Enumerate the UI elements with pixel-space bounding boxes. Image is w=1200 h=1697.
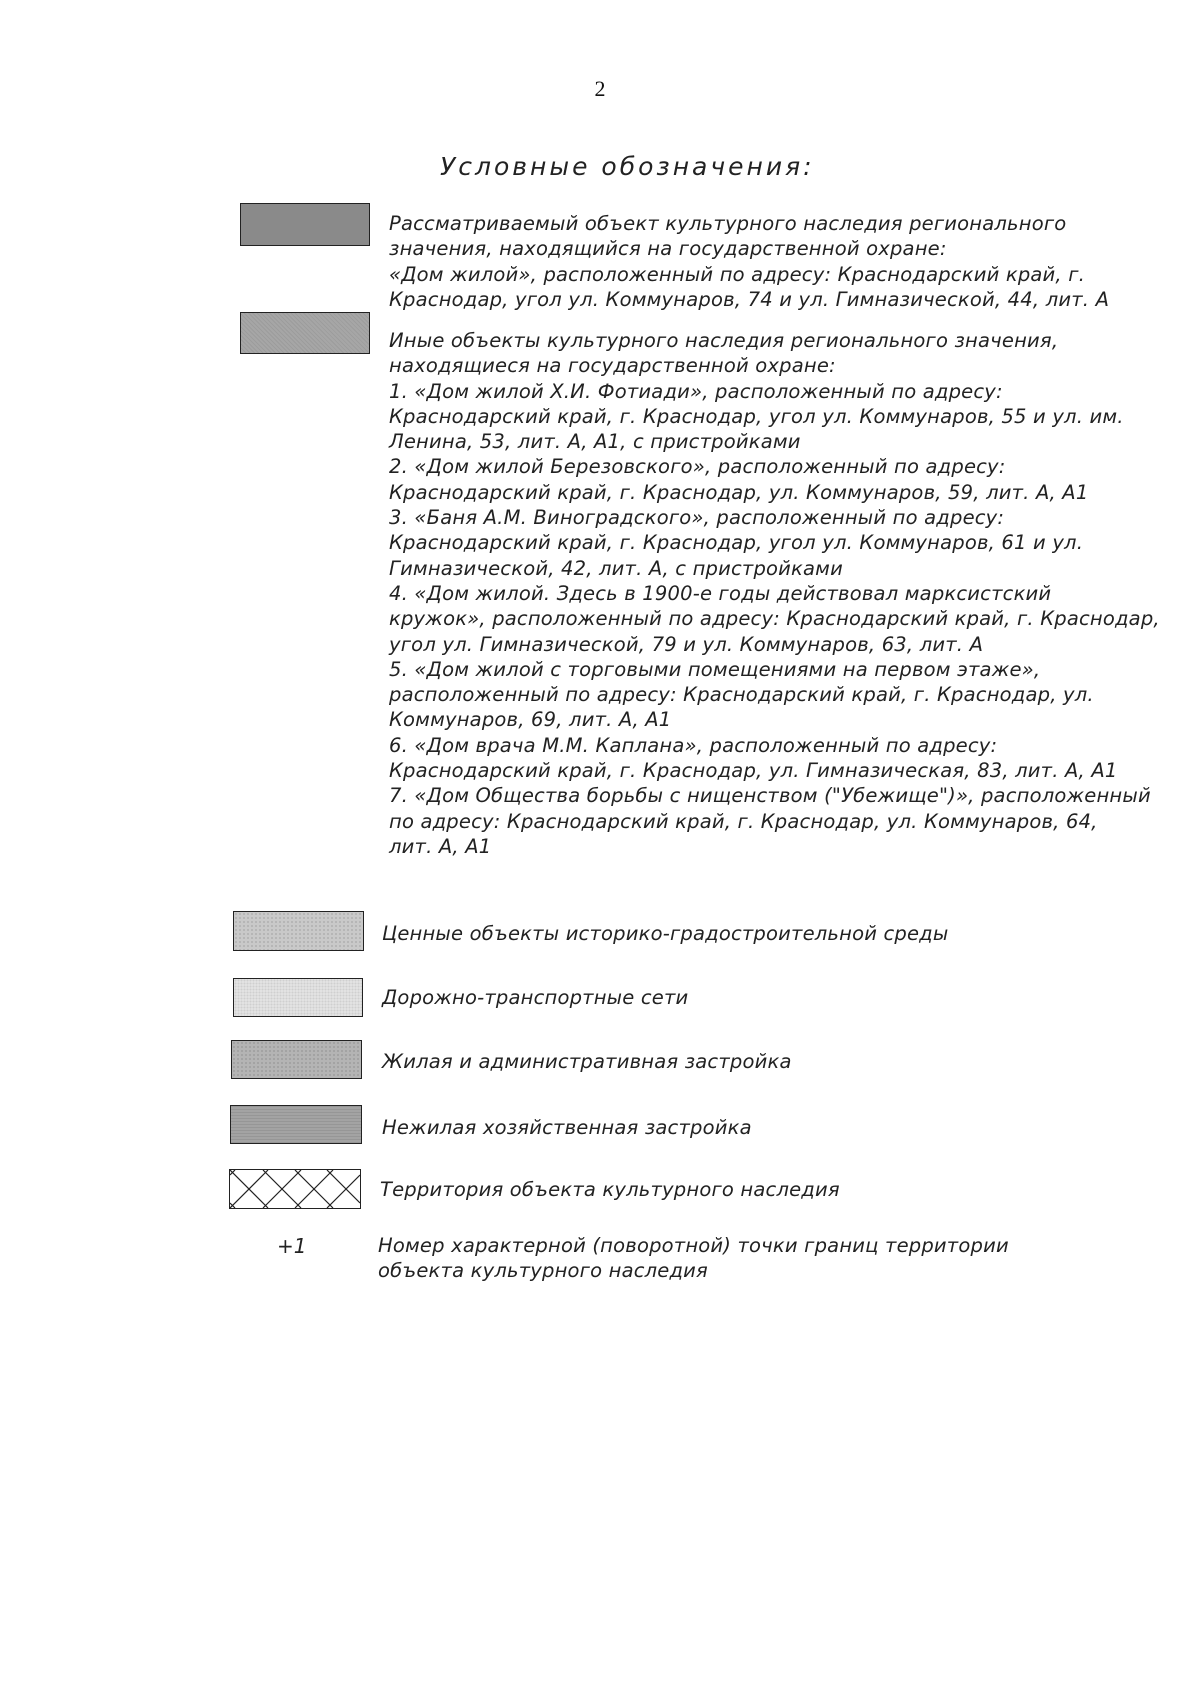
swatch-residential bbox=[231, 1040, 362, 1079]
legend-text-turning-point bbox=[378, 1233, 1009, 1284]
legend-line: расположенный по адресу: Краснодарский край, г. Краснодар, ул. bbox=[389, 683, 1094, 707]
swatch-other-objects bbox=[240, 312, 370, 354]
legend-line: Краснодарский край, г. Краснодар, угол ул. Коммунаров, 61 и ул. bbox=[389, 531, 1084, 555]
legend-line: Иные объекты культурного наследия регионального значения, bbox=[389, 329, 1059, 352]
legend-line: Коммунаров, 69, лит. А, А1 bbox=[389, 708, 672, 732]
legend-line: 5. «Дом жилой с торговыми помещениями на первом этаже», bbox=[389, 657, 1041, 681]
crosshatch-pattern bbox=[230, 1170, 360, 1208]
page-number: 2 bbox=[594, 76, 606, 101]
legend-line: по адресу: Краснодарский край, г. Краснодар, ул. Коммунаров, 64, bbox=[389, 809, 1098, 833]
swatch-road-network bbox=[233, 978, 363, 1017]
legend-line: 4. «Дом жилой. Здесь в 1900-е годы действовал марксистский bbox=[389, 581, 1052, 605]
legend-line: Гимназической, 42, лит. А, с пристройками bbox=[389, 556, 843, 580]
legend-line: лит. А, А1 bbox=[389, 834, 492, 858]
legend-line: 2. «Дом жилой Березовского», расположенный по адресу: bbox=[389, 455, 1006, 479]
swatch-non-residential bbox=[230, 1105, 362, 1144]
legend-line: «Дом жилой», расположенный по адресу: Краснодарский край, г. bbox=[389, 262, 1086, 286]
legend-line: объекта культурного наследия bbox=[378, 1259, 708, 1283]
legend-line: Краснодарский край, г. Краснодар, угол ул. Коммунаров, 55 и ул. им. bbox=[389, 404, 1124, 428]
legend-line: Рассматриваемый объект культурного наследия регионального bbox=[389, 212, 1067, 235]
legend-line: Краснодарский край, г. Краснодар, ул. Гимназическая, 83, лит. А, А1 bbox=[389, 759, 1118, 783]
legend-line: 7. «Дом Общества борьбы с нищенством ("Убежище")», расположенный bbox=[389, 784, 1151, 808]
legend-line: находящиеся на государственной охране: bbox=[389, 354, 836, 378]
legend-line: Краснодарский край, г. Краснодар, ул. Коммунаров, 59, лит. А, А1 bbox=[389, 480, 1089, 504]
swatch-territory bbox=[229, 1169, 361, 1209]
legend-text-main-object bbox=[389, 211, 1109, 312]
legend-line: кружок», расположенный по адресу: Краснодарский край, г. Краснодар, bbox=[389, 607, 1160, 631]
legend-text-non-residential: Нежилая хозяйственная застройка bbox=[382, 1116, 752, 1139]
legend-line: Краснодар, угол ул. Коммунаров, 74 и ул. Гимназической, 44, лит. А bbox=[389, 287, 1110, 311]
swatch-valuable-objects bbox=[233, 911, 364, 951]
legend-text-valuable-objects: Ценные объекты историко-градостроительной среды bbox=[382, 922, 949, 945]
legend-line: Номер характерной (поворотной) точки границ территории bbox=[378, 1234, 1009, 1257]
legend-text-territory: Территория объекта культурного наследия bbox=[380, 1178, 840, 1201]
legend-text-residential: Жилая и административная застройка bbox=[382, 1050, 792, 1073]
point-marker: +1 bbox=[277, 1234, 307, 1258]
legend-line: 3. «Баня А.М. Виноградского», расположенный по адресу: bbox=[389, 506, 1005, 530]
legend-title: Условные обозначения: bbox=[440, 152, 815, 181]
swatch-main-object bbox=[240, 203, 370, 246]
legend-line: угол ул. Гимназической, 79 и ул. Коммунаров, 63, лит. А bbox=[389, 632, 984, 656]
legend-line: значения, находящийся на государственной охране: bbox=[389, 237, 947, 261]
legend-line: 1. «Дом жилой Х.И. Фотиади», расположенный по адресу: bbox=[389, 379, 1003, 403]
legend-text-road-network: Дорожно-транспортные сети bbox=[382, 986, 689, 1009]
legend-text-other-objects bbox=[389, 328, 1160, 859]
legend-line: Ленина, 53, лит. А, А1, с пристройками bbox=[389, 430, 801, 454]
legend-line: 6. «Дом врача М.М. Каплана», расположенный по адресу: bbox=[389, 733, 998, 757]
